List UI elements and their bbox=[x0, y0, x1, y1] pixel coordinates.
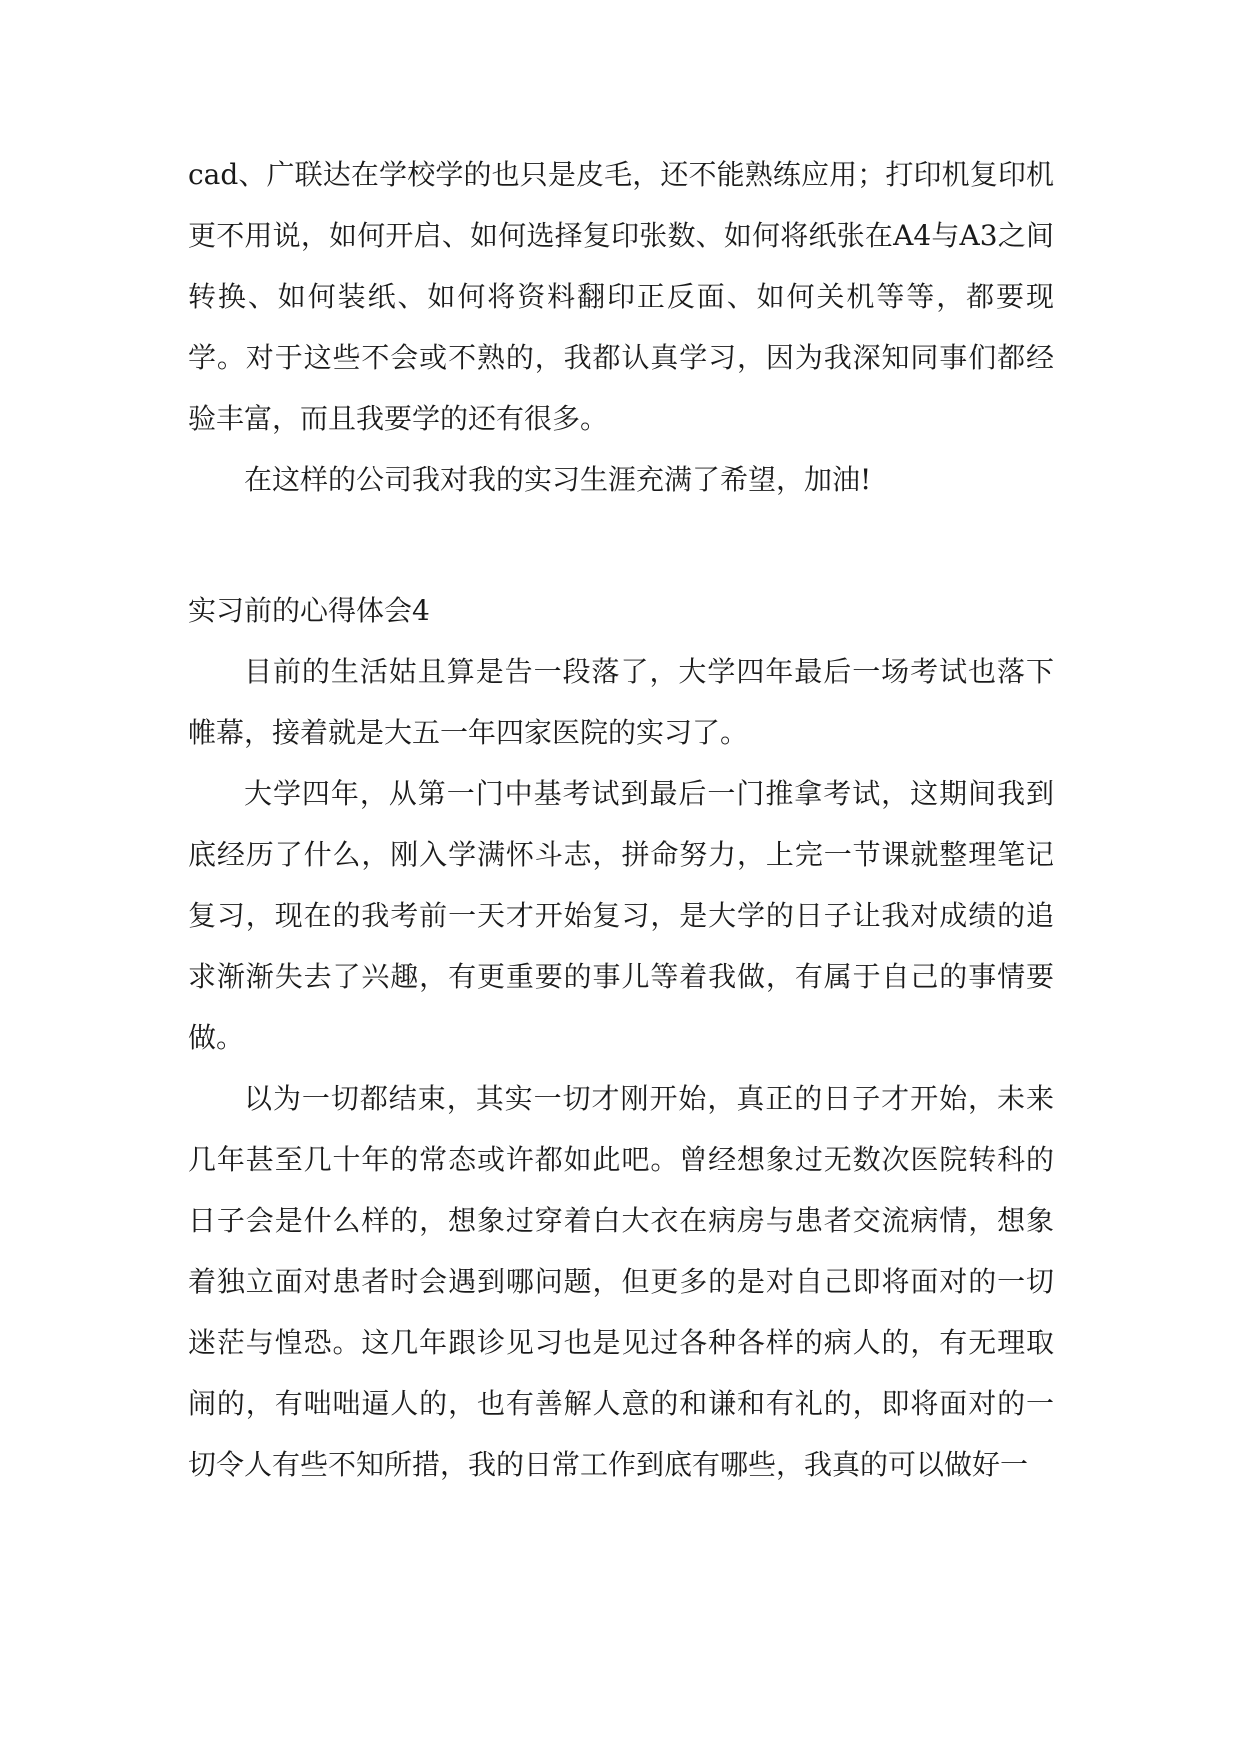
paragraph-section-1: 目前的生活姑且算是告一段落了，大学四年最后一场考试也落下帷幕，接着就是大五一年四家医院的实习了。 bbox=[188, 655, 1054, 749]
paragraph-section-3: 以为一切都结束，其实一切才刚开始，真正的日子才开始，未来几年甚至几十年的常态或许都如此吧。曾经想象过无数次医院转科的日子会是什么样的，想象过穿着白大衣在病房与患者交流病情，想象着独立面对患者时会遇到哪问题，但更多的是对自己即将面对的一切迷茫与惶恐。这几年跟诊见习也是见过各种各样的病人的，有无理取闹的，有咄咄逼人的，也有善解人意的和谦和有礼的，即将面对的一切令人有些不知所措，我的日常工作到底有哪些，我真的可以做好一 bbox=[188, 1082, 1054, 1481]
document-page bbox=[188, 144, 1054, 1495]
paragraph-section-2: 大学四年，从第一门中基考试到最后一门推拿考试，这期间我到底经历了什么，刚入学满怀斗志，拼命努力，上完一节课就整理笔记复习，现在的我考前一天才开始复习，是大学的日子让我对成绩的追求渐渐失去了兴趣，有更重要的事儿等着我做，有属于自己的事情要做。 bbox=[188, 777, 1054, 1054]
section-heading: 实习前的心得体会4 bbox=[188, 594, 430, 627]
paragraph-hope: 在这样的公司我对我的实习生涯充满了希望，加油! bbox=[244, 463, 872, 496]
paragraph-continuation: cad、广联达在学校学的也只是皮毛，还不能熟练应用；打印机复印机更不用说，如何开启、如何选择复印张数、如何将纸张在A4与A3之间转换、如何装纸、如何将资料翻印正反面、如何关机等等，都要现学。对于这些不会或不熟的，我都认真学习，因为我深知同事们都经验丰富，而且我要学的还有很多。 bbox=[188, 158, 1054, 435]
